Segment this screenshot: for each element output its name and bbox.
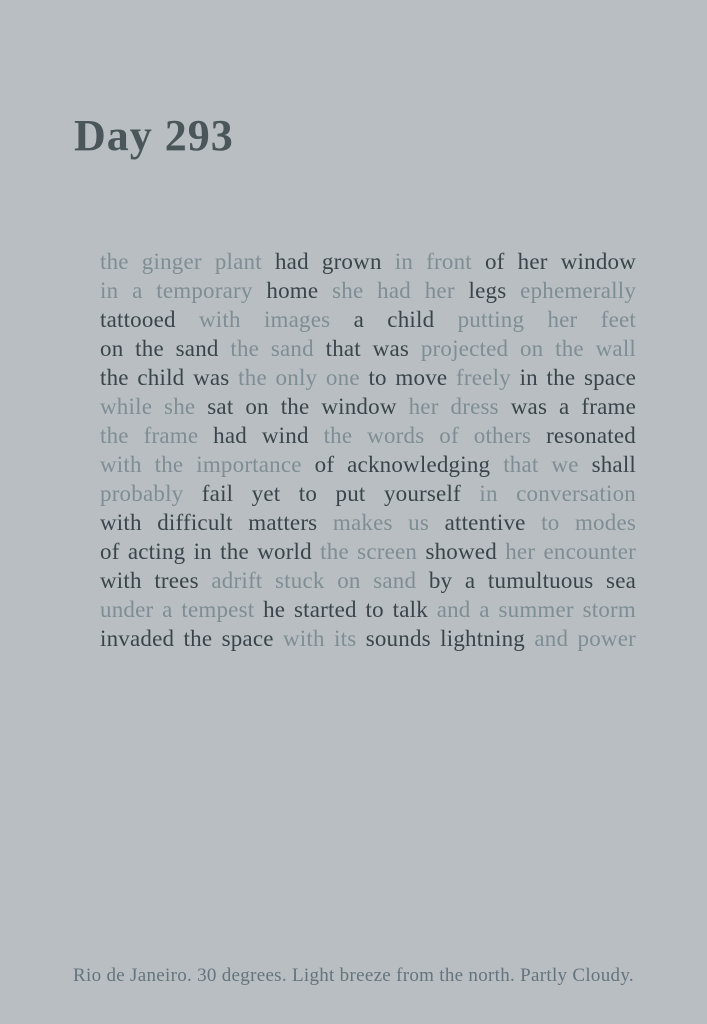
poem-segment-dark: had grown bbox=[274, 249, 382, 274]
poem-segment-light: the only one bbox=[238, 365, 360, 390]
poem-segment-dark: sat on the window bbox=[207, 394, 397, 419]
poem-line bbox=[100, 247, 636, 276]
weather-caption: Rio de Janeiro. 30 degrees. Light breeze from the north. Partly Cloudy. bbox=[73, 965, 634, 986]
poem-line bbox=[100, 624, 636, 653]
poem-line bbox=[100, 537, 636, 566]
poem-segment-dark: resonated bbox=[546, 423, 636, 448]
poem-segment-light: with images bbox=[198, 307, 331, 332]
poem-segment-light: that we bbox=[503, 452, 579, 477]
poem-segment-dark: showed bbox=[425, 539, 497, 564]
poem-segment-light: her encounter bbox=[505, 539, 636, 564]
poem-segment-light: the words of others bbox=[323, 423, 532, 448]
poem-line bbox=[100, 450, 636, 479]
poem-segment-light: she had her bbox=[332, 278, 455, 303]
poem-segment-light: with the importance bbox=[100, 452, 302, 477]
poem-segment-dark: attentive bbox=[444, 510, 526, 535]
poem-segment-light: with its bbox=[283, 626, 357, 651]
poem-segment-light: the ginger plant bbox=[100, 249, 262, 274]
poem-segment-light: in front bbox=[394, 249, 472, 274]
poem-line bbox=[100, 363, 636, 392]
poem-segment-dark: fail yet to put yourself bbox=[201, 481, 461, 506]
poem-segment-light: her dress bbox=[408, 394, 499, 419]
poem-segment-dark: in the space bbox=[519, 365, 637, 390]
poem-segment-light: in conversation bbox=[479, 481, 636, 506]
poem-line bbox=[100, 334, 636, 363]
poem-line bbox=[100, 392, 636, 421]
poem-segment-dark: sounds lightning bbox=[365, 626, 526, 651]
poem-segment-dark: was a frame bbox=[510, 394, 637, 419]
poem-segment-dark: on the sand bbox=[100, 336, 219, 361]
poem-segment-light: adrift stuck on sand bbox=[211, 568, 417, 593]
poem-text-block bbox=[100, 247, 636, 653]
poem-segment-dark: he started to talk bbox=[263, 597, 428, 622]
poem-line bbox=[100, 305, 636, 334]
poem-segment-light: the frame bbox=[100, 423, 199, 448]
poem-line bbox=[100, 421, 636, 450]
poem-segment-dark: invaded the space bbox=[100, 626, 274, 651]
poem-segment-dark: by a tumultuous sea bbox=[428, 568, 637, 593]
poem-segment-light: in a temporary bbox=[100, 278, 253, 303]
poem-line bbox=[100, 566, 636, 595]
poem-segment-light: the screen bbox=[320, 539, 418, 564]
poem-segment-light: probably bbox=[100, 481, 184, 506]
poem-segment-light: putting her feet bbox=[457, 307, 636, 332]
poem-line bbox=[100, 508, 636, 537]
poem-segment-light: under a tempest bbox=[100, 597, 255, 622]
poem-segment-light: while she bbox=[100, 394, 196, 419]
poem-segment-dark: with trees bbox=[100, 568, 199, 593]
poem-segment-dark: tattooed bbox=[100, 307, 176, 332]
poem-segment-dark: of acting in the world bbox=[100, 539, 312, 564]
poem-segment-dark: of acknowledging bbox=[314, 452, 491, 477]
poem-segment-light: freely bbox=[456, 365, 511, 390]
poem-segment-dark: a child bbox=[353, 307, 435, 332]
poem-segment-dark: shall bbox=[591, 452, 637, 477]
page-title: Day 293 bbox=[74, 111, 234, 160]
poem-segment-dark: to move bbox=[368, 365, 448, 390]
poem-segment-light: projected on the wall bbox=[420, 336, 637, 361]
poem-segment-dark: that was bbox=[325, 336, 410, 361]
poem-segment-dark: had wind bbox=[213, 423, 309, 448]
poem-segment-light: to modes bbox=[541, 510, 637, 535]
poem-segment-dark: legs bbox=[468, 278, 507, 303]
poem-segment-light: ephemerally bbox=[520, 278, 637, 303]
poem-segment-light: the sand bbox=[230, 336, 314, 361]
poem-segment-light: and a summer storm bbox=[436, 597, 636, 622]
poem-segment-light: and power bbox=[534, 626, 636, 651]
poem-segment-dark: with difficult matters bbox=[100, 510, 318, 535]
poem-segment-dark: home bbox=[266, 278, 319, 303]
poem-segment-dark: of her window bbox=[484, 249, 637, 274]
poem-line bbox=[100, 479, 636, 508]
poem-segment-light: makes us bbox=[332, 510, 430, 535]
poem-line bbox=[100, 595, 636, 624]
poem-segment-dark: the child was bbox=[100, 365, 230, 390]
poem-line bbox=[100, 276, 636, 305]
